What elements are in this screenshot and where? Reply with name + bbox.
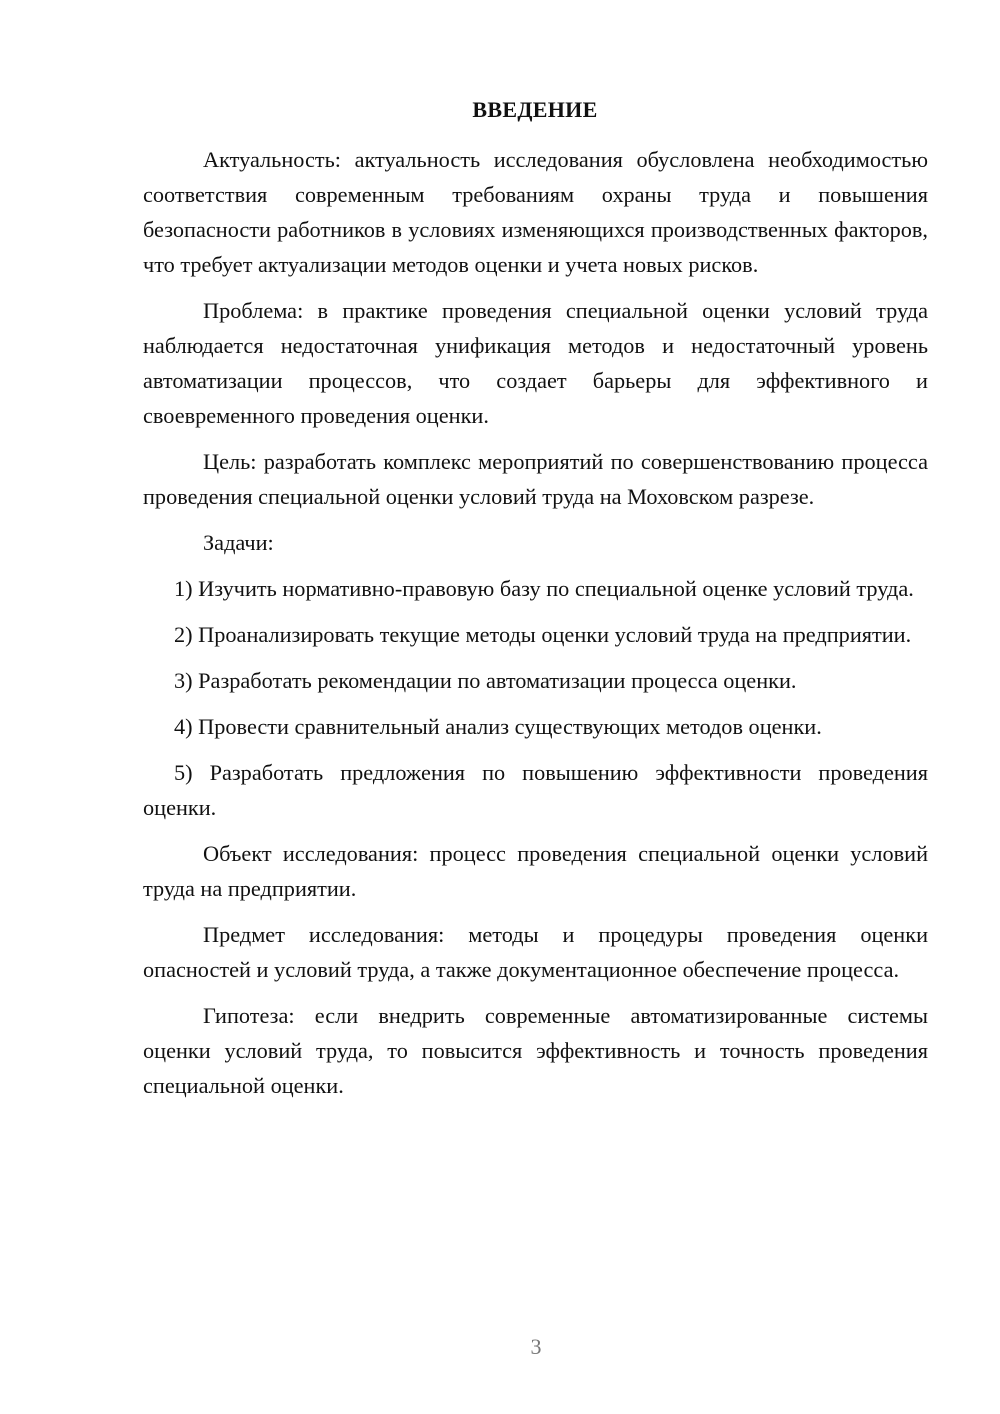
paragraph-subject: Предмет исследования: методы и процедуры проведения оценки опасностей и условий труда, а также документационное обеспечение процесса.: [143, 922, 928, 982]
paragraph-relevance: Актуальность: актуальность исследования обусловлена необходимостью соответствия современным требованиям охраны труда и повышения безопасности работников в условиях изменяющихся производственных факторов, что требует актуализации методов оценки и учета новых рисков.: [143, 147, 928, 277]
task-item-1: 1) Изучить нормативно-правовую базу по специальной оценке условий труда.: [174, 576, 914, 601]
paragraph-problem: Проблема: в практике проведения специальной оценки условий труда наблюдается недостаточная унификация методов и недостаточный уровень автоматизации процессов, что создает барьеры для эффективного и своевременного проведения оценки.: [143, 298, 928, 428]
tasks-label: Задачи:: [203, 530, 274, 555]
section-heading: ВВЕДЕНИЕ: [472, 97, 598, 122]
task-item-2: 2) Проанализировать текущие методы оценки условий труда на предприятии.: [174, 622, 912, 647]
task-item-5: 5) Разработать предложения по повышению эффективности проведения оценки.: [143, 760, 928, 820]
page-number: 3: [530, 1334, 542, 1359]
paragraph-goal: Цель: разработать комплекс мероприятий по совершенствованию процесса проведения специальной оценки условий труда на Моховском разрезе.: [143, 449, 928, 509]
task-item-4: 4) Провести сравнительный анализ существующих методов оценки.: [174, 714, 822, 739]
document-body: [143, 142, 928, 1114]
task-item-3: 3) Разработать рекомендации по автоматизации процесса оценки.: [174, 668, 797, 693]
paragraph-hypothesis: Гипотеза: если внедрить современные автоматизированные системы оценки условий труда, то повысится эффективность и точность проведения специальной оценки.: [143, 1003, 928, 1098]
paragraph-object: Объект исследования: процесс проведения специальной оценки условий труда на предприятии.: [143, 841, 928, 901]
